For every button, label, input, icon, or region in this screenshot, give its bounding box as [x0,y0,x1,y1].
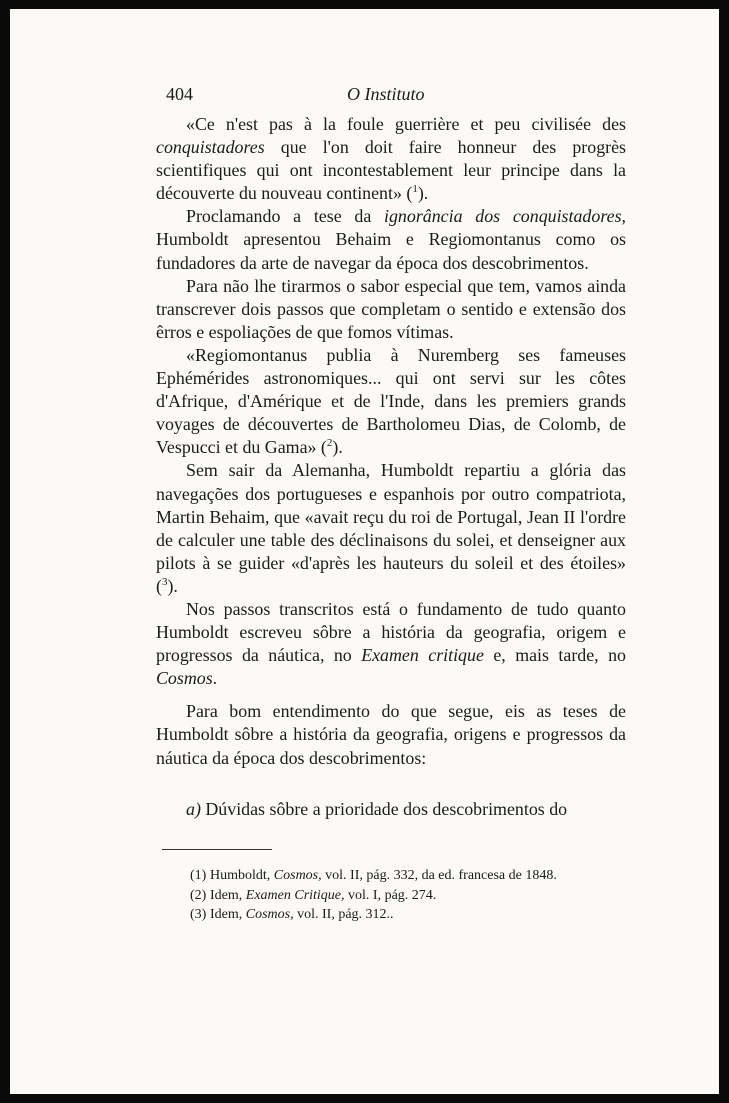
paragraph-2: Proclamando a tese da ignorância dos conquistadores, Humboldt apresentou Behaim e Regiomontanus como os fundadores da arte de navegar da época dos descobrimentos. [156,206,627,273]
footnote-1: (1) Humboldt, Cosmos, vol. II, pág. 332, da ed. francesa de 1848. [190,868,557,883]
paragraph-4: «Regiomontanus publia à Nuremberg ses fameuses Ephémérides astronomiques... qui ont servi sur les côtes d'Afrique, d'Amérique et de l'Inde, dans les premiers grands voyages de découvertes de Bartholomeu Dias, de Colomb, de Vespucci et du Gama» ($^2$). [156,344,626,458]
footnote-ref-1: 1 [412,183,418,196]
paragraph-5: Sem sair da Alemanha, Humboldt repartiu a glória das navegações dos portugueses e espanhois por outro compatriota, Martin Behaim, que «avait reçu du roi de Portugal, Jean II l'ordre de calculer une table des déclinaisons du solei, et denseigner aux pilots à se guider «d'après les hauteurs du soleil et des étoiles» ($^3$). [156,460,626,596]
footnote-ref-2: 2 [326,437,333,450]
list-item-a: a) Dúvidas sôbre a prioridade dos descobrimentos do [186,798,568,819]
body-text [156,113,626,821]
paragraph-6: Nos passos transcritos está o fundamento de tudo quanto Humboldt escreveu sôbre a história da geografia, origem e progressos da náutica, no Examen critique e, mais tarde, no Cosmos. [156,598,626,689]
paragraph-3: Para não lhe tirarmos o sabor especial que tem, vamos ainda transcrever dois passos que completam o sentido e extensão dos êrros e espoliações de que fomos vítimas. [156,275,626,342]
paragraph-7: Para bom entendimento do que segue, eis as teses de Humboldt sôbre a história da geografia, origens e progressos da náutica da época dos descobrimentos: [156,701,626,768]
footnote-ref-3: 3 [161,575,168,588]
footnote-3: (3) Idem, Cosmos, vol. II, pág. 312.. [190,907,394,922]
footnotes [190,866,630,925]
paragraph-1: «Ce n'est pas à la foule guerrière et peu civilisée des conquistadores que l'on doit faire honneur des progrès scientifiques qui ont incontestablement leur principe dans la découverte du nouveau continent» ($^1$). [156,114,626,204]
page-header [166,84,636,110]
footnote-2: (2) Idem, Examen Critique, vol. I, pág. 274. [190,887,437,903]
footnote-divider [162,849,272,850]
running-title: O Instituto [347,84,425,104]
page-number: 404 [166,84,193,104]
